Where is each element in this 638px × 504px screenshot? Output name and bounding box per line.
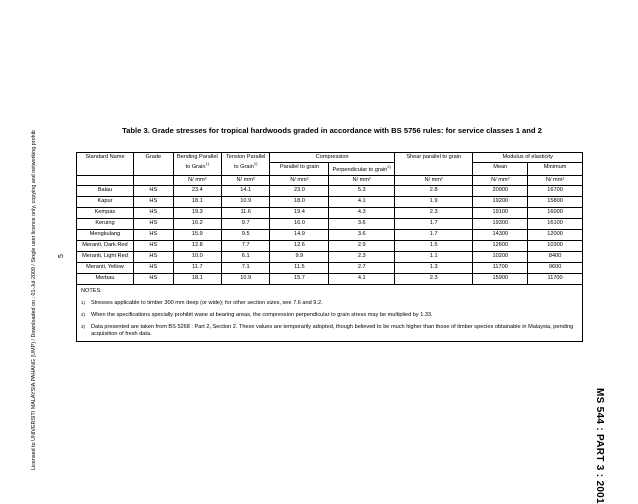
table-row	[77, 262, 583, 273]
cell-comp-par: 15.7	[270, 273, 329, 284]
notes-cell	[77, 284, 583, 341]
cell-tension: 7.7	[222, 240, 270, 251]
header-standard-name: Standard Name	[77, 153, 134, 176]
cell-comp-perp: 3.6	[329, 218, 395, 229]
note-item	[81, 324, 578, 338]
cell-mean: 12600	[473, 240, 528, 251]
table-row	[77, 229, 583, 240]
cell-shear: 1.3	[394, 262, 472, 273]
cell-min: 9600	[528, 262, 583, 273]
header-bending: Bending Parallel to Grain$^{1)}$	[173, 153, 221, 176]
unit-cell: N/ mm²	[173, 175, 221, 185]
note-text: When the specifications specially prohibit wane at bearing areas, the compression perpendicular to grain stress may be multiplied by 1.33.	[91, 311, 433, 318]
cell-grade: HS	[133, 273, 173, 284]
cell-shear: 1.7	[394, 218, 472, 229]
cell-tension: 7.1	[222, 262, 270, 273]
cell-comp-perp: 3.6	[329, 229, 395, 240]
cell-mean: 15900	[473, 273, 528, 284]
cell-bending: 18.1	[173, 196, 221, 207]
unit-cell: N/ mm²	[528, 175, 583, 185]
notes-row	[77, 284, 583, 341]
cell-min: 16000	[528, 207, 583, 218]
cell-bending: 23.4	[173, 185, 221, 196]
header-compression-perpendicular: Perpendicular to grain$^{2)}$	[329, 162, 395, 175]
cell-comp-perp: 4.1	[329, 273, 395, 284]
note-text: Stresses applicable to timber 300 mm deep (or wide); for other section sizes, see 7.6 and 9.2.	[91, 299, 323, 306]
standard-reference: MS 544 : PART 3 : 2001	[594, 388, 605, 504]
table-row	[77, 251, 583, 262]
table-row	[77, 185, 583, 196]
note-marker: 3)	[81, 323, 86, 329]
cell-comp-par: 16.0	[270, 218, 329, 229]
unit-cell: N/ mm²	[394, 175, 472, 185]
cell-mean: 10200	[473, 251, 528, 262]
cell-name: Meranti, Light Red	[77, 251, 134, 262]
cell-comp-perp: 5.3	[329, 185, 395, 196]
cell-mean: 19300	[473, 218, 528, 229]
table-row	[77, 196, 583, 207]
grade-stress-table	[76, 152, 583, 342]
cell-comp-perp: 4.1	[329, 196, 395, 207]
header-grade: Grade	[133, 153, 173, 176]
cell-shear: 2.3	[394, 207, 472, 218]
cell-grade: HS	[133, 262, 173, 273]
page-number: 5	[58, 254, 65, 258]
cell-comp-par: 19.4	[270, 207, 329, 218]
unit-cell: N/ mm²	[473, 175, 528, 185]
cell-comp-par: 23.0	[270, 185, 329, 196]
unit-cell: N/ mm²	[329, 175, 395, 185]
cell-bending: 12.8	[173, 240, 221, 251]
cell-tension: 10.9	[222, 273, 270, 284]
cell-comp-par: 14.9	[270, 229, 329, 240]
header-modulus-mean: Mean	[473, 162, 528, 175]
cell-comp-par: 11.5	[270, 262, 329, 273]
table-row	[77, 273, 583, 284]
note-item	[81, 300, 578, 307]
cell-comp-par: 18.0	[270, 196, 329, 207]
cell-min: 15800	[528, 196, 583, 207]
cell-mean: 19200	[473, 196, 528, 207]
cell-shear: 1.5	[394, 240, 472, 251]
cell-shear: 2.8	[394, 185, 472, 196]
unit-cell: N/ mm²	[270, 175, 329, 185]
cell-mean: 14300	[473, 229, 528, 240]
cell-comp-par: 9.9	[270, 251, 329, 262]
header-compression-parallel: Parallel to grain	[270, 162, 329, 175]
table-row	[77, 240, 583, 251]
licence-margin-text: Licensed to UNIVERSITI MALAYSIA PAHANG (UMP) / Downloaded on : 01-Jul-2009 / Single user licence only, copying and networking prohib	[31, 130, 37, 470]
cell-bending: 16.2	[173, 218, 221, 229]
cell-shear: 1.9	[394, 196, 472, 207]
header-compression: Compression	[270, 153, 395, 163]
note-marker: 2)	[81, 311, 86, 317]
cell-min: 16100	[528, 218, 583, 229]
table-row	[77, 218, 583, 229]
cell-bending: 18.1	[173, 273, 221, 284]
cell-shear: 1.1	[394, 251, 472, 262]
header-tension: Tension Parallel to Grain$^{1)}$	[222, 153, 270, 176]
cell-tension: 10.9	[222, 196, 270, 207]
table-title: Table 3. Grade stresses for tropical hardwoods graded in accordance with BS 5756 rules: for service classes 1 and 2	[122, 126, 542, 135]
cell-comp-perp: 2.7	[329, 262, 395, 273]
cell-comp-perp: 4.3	[329, 207, 395, 218]
cell-min: 16700	[528, 185, 583, 196]
cell-comp-par: 12.6	[270, 240, 329, 251]
cell-name: Meranti, Yellow	[77, 262, 134, 273]
cell-grade: HS	[133, 196, 173, 207]
cell-name: Kempas	[77, 207, 134, 218]
cell-tension: 14.1	[222, 185, 270, 196]
cell-min: 8400	[528, 251, 583, 262]
cell-grade: HS	[133, 218, 173, 229]
cell-tension: 6.1	[222, 251, 270, 262]
header-modulus: Modulus of elasticity	[473, 153, 583, 163]
header-modulus-minimum: Minimum	[528, 162, 583, 175]
cell-tension: 11.6	[222, 207, 270, 218]
cell-min: 11700	[528, 273, 583, 284]
cell-name: Keruing	[77, 218, 134, 229]
cell-name: Balau	[77, 185, 134, 196]
cell-name: Merbau	[77, 273, 134, 284]
cell-comp-perp: 2.9	[329, 240, 395, 251]
cell-name: Kapur	[77, 196, 134, 207]
cell-grade: HS	[133, 185, 173, 196]
unit-cell: N/ mm²	[222, 175, 270, 185]
cell-min: 12000	[528, 229, 583, 240]
cell-min: 10300	[528, 240, 583, 251]
cell-grade: HS	[133, 240, 173, 251]
cell-bending: 15.9	[173, 229, 221, 240]
notes-heading: NOTES:	[81, 287, 102, 294]
cell-mean: 20900	[473, 185, 528, 196]
cell-shear: 2.3	[394, 273, 472, 284]
cell-grade: HS	[133, 229, 173, 240]
table-row	[77, 207, 583, 218]
cell-bending: 10.0	[173, 251, 221, 262]
note-text: Data presented are taken from BS 5268 : Part 2, Section 2. These values are temporarily adopted, though believed to be much higher than those of timber species obtainable in Malaysia, pending acquisition of fresh data.	[91, 323, 574, 337]
cell-shear: 1.7	[394, 229, 472, 240]
cell-grade: HS	[133, 207, 173, 218]
cell-comp-perp: 2.3	[329, 251, 395, 262]
cell-mean: 11700	[473, 262, 528, 273]
note-item	[81, 312, 578, 319]
cell-grade: HS	[133, 251, 173, 262]
cell-mean: 19100	[473, 207, 528, 218]
header-shear: Shear parallel to grain	[394, 153, 472, 176]
cell-tension: 9.7	[222, 218, 270, 229]
cell-tension: 9.5	[222, 229, 270, 240]
note-marker: 1)	[81, 299, 86, 305]
cell-bending: 11.7	[173, 262, 221, 273]
cell-name: Meranti, Dark Red	[77, 240, 134, 251]
cell-name: Mengkulang	[77, 229, 134, 240]
unit-blank	[77, 175, 134, 185]
unit-blank	[133, 175, 173, 185]
cell-bending: 19.3	[173, 207, 221, 218]
